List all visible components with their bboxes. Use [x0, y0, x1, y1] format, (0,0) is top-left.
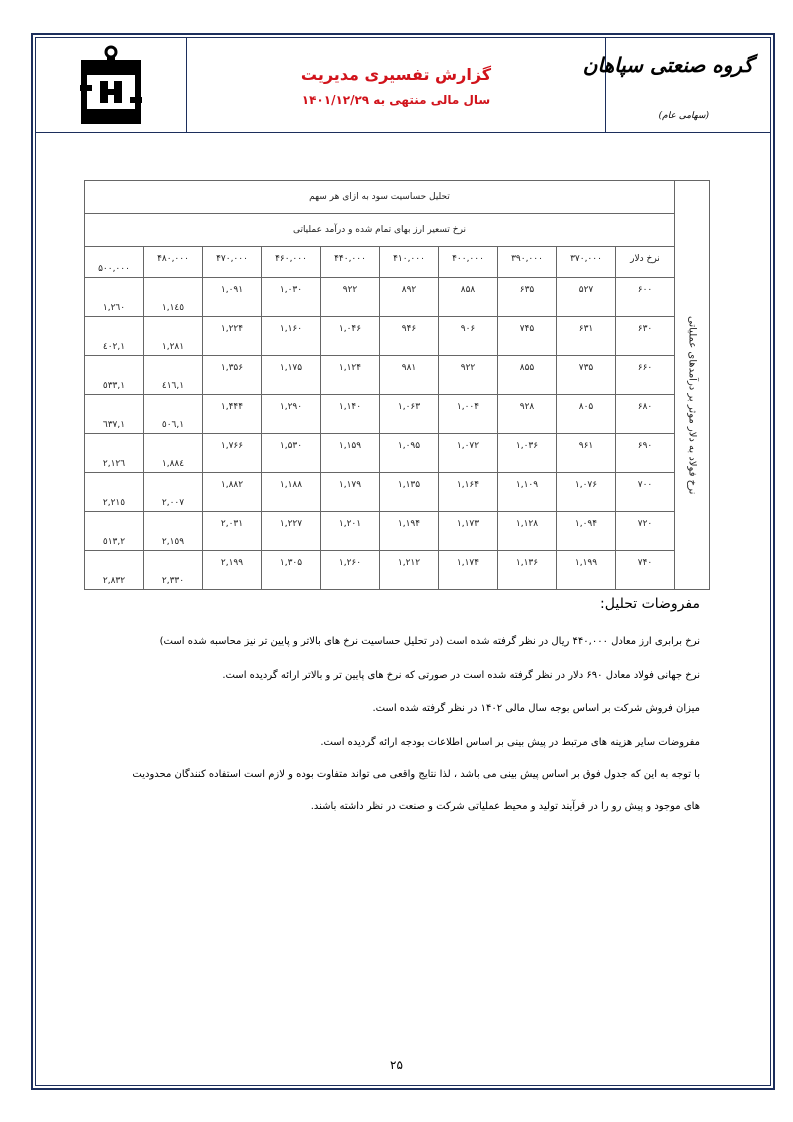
column-header-value: ۴۱۰,۰۰۰ — [393, 254, 425, 264]
table-cell — [144, 317, 203, 356]
table-cell — [321, 317, 380, 356]
column-header-row — [85, 247, 710, 278]
table-cell — [439, 317, 498, 356]
table-cell — [321, 278, 380, 317]
steel-rate-value: ۶۶۰ — [637, 363, 653, 373]
note-item: نرخ برابری ارز معادل ۴۴۰,۰۰۰ ریال در نظر گرفته شده است (در تحلیل حساسیت نرخ های بالاتر و پایین تر نیز محاسبه شده است) — [159, 636, 700, 647]
eps-value: ۱,۱۵۹ — [338, 441, 362, 451]
eps-value: ۷۴۵ — [519, 324, 535, 334]
table-cell — [498, 512, 557, 551]
column-header-cell — [321, 247, 380, 278]
table-cell — [439, 551, 498, 590]
table-cell — [321, 551, 380, 590]
eps-value: ۱,۲۸۱ — [161, 342, 185, 352]
table-cell — [203, 395, 262, 434]
steel-rate-cell — [616, 278, 675, 317]
table-cell — [439, 395, 498, 434]
table-cell — [262, 317, 321, 356]
eps-value: ۱,٥۳۳ — [102, 381, 126, 391]
table-cell — [557, 473, 616, 512]
eps-value: ۱,۱۳۵ — [397, 480, 421, 490]
table-row — [85, 278, 710, 317]
table-cell — [380, 512, 439, 551]
table-cell — [380, 473, 439, 512]
table-subcaption: نرخ تسعیر ارز بهای تمام شده و درآمد عملیاتی — [85, 214, 675, 247]
column-header-cell — [380, 247, 439, 278]
table-cell — [439, 278, 498, 317]
notes-heading: مفروضات تحلیل: — [600, 596, 700, 612]
table-cell — [203, 551, 262, 590]
eps-value: ۲,۱۹۹ — [220, 558, 244, 568]
table-cell — [321, 512, 380, 551]
table-cell — [439, 434, 498, 473]
table-cell — [85, 434, 144, 473]
table-cell — [85, 317, 144, 356]
table-cell — [557, 551, 616, 590]
table-row — [85, 473, 710, 512]
table-cell — [380, 395, 439, 434]
eps-value: ۱,۰۳۰ — [279, 285, 303, 295]
eps-value: ۱,۳۰۵ — [279, 558, 303, 568]
column-header-cell — [262, 247, 321, 278]
steel-rate-side-label: نرخ فولاد به دلار موثر بر درآمدهای عملیاتی — [686, 315, 698, 495]
table-cell — [85, 395, 144, 434]
column-header-value: ۴۷۰,۰۰۰ — [216, 254, 248, 264]
column-header-cell — [498, 247, 557, 278]
table-cell — [262, 395, 321, 434]
table-cell — [144, 278, 203, 317]
table-cell — [498, 473, 557, 512]
table-cell — [262, 551, 321, 590]
steel-rate-cell — [616, 512, 675, 551]
note-item: با توجه به این که جدول فوق بر اساس پیش بینی می باشد ، لذا نتایج واقعی می تواند متفاوت بوده و لازم است استفاده کنندگان محدودیت — [132, 769, 700, 780]
eps-value: ۲,۱٥۹ — [161, 537, 185, 547]
steel-rate-value: ۷۰۰ — [637, 480, 653, 490]
table-caption: تحلیل حساسیت سود به ازای هر سهم — [85, 181, 675, 214]
eps-value: ۱,۱۲۴ — [338, 363, 362, 373]
eps-value: ۱,۰۷۲ — [456, 441, 480, 451]
eps-value: ۱,۱۰۹ — [515, 480, 539, 490]
table-cell — [439, 512, 498, 551]
eps-value: ۱,۷۶۶ — [220, 441, 244, 451]
column-header-value: ۴۰۰,۰۰۰ — [452, 254, 484, 264]
eps-value: ۸۵۸ — [460, 285, 476, 295]
table-cell — [557, 512, 616, 551]
page-header — [35, 37, 771, 133]
table-cell — [144, 395, 203, 434]
eps-value: ۱,۱٤٥ — [161, 303, 185, 313]
eps-value: ۱,۸۸٤ — [161, 459, 185, 469]
report-title: گزارش تفسیری مدیریت — [300, 65, 492, 84]
eps-value: ۱,۰۰۴ — [456, 402, 480, 412]
eps-value: ۱,۰۹۱ — [220, 285, 244, 295]
table-cell — [144, 512, 203, 551]
eps-value: ۹۶۱ — [578, 441, 594, 451]
table-cell — [203, 473, 262, 512]
table-cell — [85, 473, 144, 512]
table-cell — [144, 356, 203, 395]
eps-value: ۹۲۲ — [460, 363, 476, 373]
table-cell — [203, 512, 262, 551]
eps-value: ۲,۰۳۱ — [220, 519, 244, 529]
page-number: ۲۵ — [390, 1058, 403, 1072]
logo-cell — [35, 37, 187, 132]
eps-value: ۱,۱۹۹ — [574, 558, 598, 568]
table-cell — [262, 512, 321, 551]
column-header-value: ۴۶۰,۰۰۰ — [275, 254, 307, 264]
table-cell — [262, 278, 321, 317]
table-cell — [144, 551, 203, 590]
table-cell — [498, 278, 557, 317]
eps-value: ۱,۰۹۴ — [574, 519, 598, 529]
table-cell — [144, 434, 203, 473]
eps-value: ۱,۲۱۲ — [397, 558, 421, 568]
table-cell — [321, 473, 380, 512]
eps-value: ۱,۱۲۸ — [515, 519, 539, 529]
eps-value: ۱,٥۰٦ — [161, 420, 185, 430]
steel-rate-value: ۶۳۰ — [637, 324, 653, 334]
eps-value: ۱,۲۹۰ — [279, 402, 303, 412]
table-cell — [321, 434, 380, 473]
table-cell — [321, 356, 380, 395]
company-cell — [582, 37, 771, 132]
column-header-value: ۳۷۰,۰۰۰ — [570, 254, 602, 264]
steel-rate-cell — [616, 356, 675, 395]
eps-value: ۲,۰۰۷ — [161, 498, 185, 508]
eps-value: ۶۳۱ — [578, 324, 594, 334]
company-name: گروه صنعتی سپاهان — [582, 53, 753, 77]
eps-value: ۱,٦۳۷ — [102, 420, 126, 430]
note-item: مفروضات سایر هزینه های مرتبط در پیش بینی بر اساس اطلاعات بودجه ارائه گردیده است. — [320, 737, 700, 748]
table-cell — [498, 395, 557, 434]
table-cell — [557, 356, 616, 395]
steel-rate-cell — [616, 317, 675, 356]
eps-value: ۱,۱۷۳ — [456, 519, 480, 529]
corner-label: نرخ دلار — [630, 254, 660, 264]
table-row — [85, 434, 710, 473]
table-cell — [262, 473, 321, 512]
table-cell — [321, 395, 380, 434]
eps-value: ۱,۲۲۷ — [279, 519, 303, 529]
steel-rate-cell — [616, 473, 675, 512]
eps-value: ۱,۰۷۶ — [574, 480, 598, 490]
eps-value: ۱,۲٦۰ — [102, 303, 126, 313]
eps-value: ۱,۱۶۰ — [279, 324, 303, 334]
steel-rate-value: ۶۹۰ — [637, 441, 653, 451]
table-cell — [203, 278, 262, 317]
table-cell — [380, 278, 439, 317]
table-cell — [203, 356, 262, 395]
table-cell — [203, 317, 262, 356]
eps-value: ۹۴۶ — [401, 324, 417, 334]
table-cell — [262, 356, 321, 395]
eps-value: ۱,۱۷۹ — [338, 480, 362, 490]
table-cell — [498, 434, 557, 473]
eps-value: ۱,۱۸۸ — [279, 480, 303, 490]
table-row — [85, 317, 710, 356]
eps-value: ۹۲۲ — [342, 285, 358, 295]
eps-value: ۲,۳۳۰ — [161, 576, 185, 586]
eps-value: ۵۲۷ — [578, 285, 594, 295]
eps-value: ۱,۰۳۶ — [515, 441, 539, 451]
eps-value: ۸۰۵ — [578, 402, 594, 412]
note-item: میزان فروش شرکت بر اساس بوجه سال مالی ۱۴۰۲ در نظر گرفته شده است. — [372, 703, 700, 714]
eps-value: ۲,۱۲٦ — [102, 459, 126, 469]
column-header-value: ۴۴۰,۰۰۰ — [334, 254, 366, 264]
eps-value: ۱,۲۰۱ — [338, 519, 362, 529]
eps-value: ۱,۱۶۴ — [456, 480, 480, 490]
table-row — [85, 551, 710, 590]
table-cell — [85, 356, 144, 395]
steel-rate-cell — [616, 551, 675, 590]
steel-rate-value: ۶۰۰ — [637, 285, 653, 295]
column-header-value: ۴۸۰,۰۰۰ — [157, 254, 189, 264]
eps-value: ۲,۸۳۲ — [102, 576, 126, 586]
eps-value: ۲,۲۱٥ — [102, 498, 126, 508]
eps-value: ۲,٥۱۳ — [102, 537, 126, 547]
eps-value: ۱,۱۴۰ — [338, 402, 362, 412]
eps-value: ۱,۱۷۵ — [279, 363, 303, 373]
table-cell — [262, 434, 321, 473]
table-cell — [380, 551, 439, 590]
company-type: (سهامی عام) — [658, 111, 709, 121]
eps-value: ۱,۰۴۶ — [338, 324, 362, 334]
eps-value: ۱,۰۹۵ — [397, 441, 421, 451]
table-row — [85, 512, 710, 551]
table-cell — [203, 434, 262, 473]
report-subtitle: سال مالی منتهی به ۱۴۰۱/۱۲/۲۹ — [301, 93, 491, 107]
eps-value: ۱,۰۶۳ — [397, 402, 421, 412]
eps-value: ۱,۲۲۴ — [220, 324, 244, 334]
eps-value: ۱,۱۹۴ — [397, 519, 421, 529]
eps-value: ۹۲۸ — [519, 402, 535, 412]
eps-value: ۱,۳۵۶ — [220, 363, 244, 373]
table-cell — [144, 473, 203, 512]
steel-rate-value: ۷۴۰ — [637, 558, 653, 568]
column-header-value: ۳۹۰,۰۰۰ — [511, 254, 543, 264]
table-cell — [85, 278, 144, 317]
table-cell — [557, 395, 616, 434]
table-cell — [498, 551, 557, 590]
table-cell — [439, 356, 498, 395]
company-logo-icon — [80, 45, 142, 125]
table-cell — [498, 317, 557, 356]
eps-value: ۸۵۵ — [519, 363, 535, 373]
column-header-cell — [144, 247, 203, 278]
table-cell — [498, 356, 557, 395]
table-cell — [380, 317, 439, 356]
steel-rate-value: ۶۸۰ — [637, 402, 653, 412]
note-item: نرخ جهانی فولاد معادل ۶۹۰ دلار در نظر گرفته شده است در صورتی که نرخ های پایین تر و بالاتر ارائه گردیده است. — [222, 670, 700, 681]
corner-label-cell — [616, 247, 675, 278]
eps-value: ۱,۵۳۰ — [279, 441, 303, 451]
table-cell — [557, 434, 616, 473]
table-cell — [439, 473, 498, 512]
note-item: های موجود و پیش رو را در فرآیند تولید و محیط عملیاتی شرکت و صنعت در نظر داشته باشند. — [310, 801, 700, 812]
eps-value: ۱,۲۶۰ — [338, 558, 362, 568]
steel-rate-cell — [616, 434, 675, 473]
table-cell — [85, 512, 144, 551]
steel-rate-cell — [616, 395, 675, 434]
eps-value: ۹۸۱ — [401, 363, 417, 373]
table-row — [85, 356, 710, 395]
eps-value: ۱,٤۰۲ — [102, 342, 126, 352]
eps-value: ۱,۴۴۴ — [220, 402, 244, 412]
eps-value: ۱,۸۸۲ — [220, 480, 244, 490]
column-header-value: ۵۰۰,۰۰۰ — [98, 264, 130, 274]
table-row — [85, 395, 710, 434]
steel-rate-value: ۷۲۰ — [637, 519, 653, 529]
eps-value: ۱,٤۱٦ — [161, 381, 185, 391]
column-header-cell — [439, 247, 498, 278]
table-cell — [557, 317, 616, 356]
eps-value: ۷۳۵ — [578, 363, 594, 373]
table-cell — [85, 551, 144, 590]
steel-rate-side-label-cell — [675, 181, 710, 590]
sensitivity-table — [84, 180, 710, 590]
table-cell — [380, 356, 439, 395]
eps-value: ۸۹۲ — [401, 285, 417, 295]
table-cell — [380, 434, 439, 473]
table-cell — [557, 278, 616, 317]
column-header-cell — [203, 247, 262, 278]
eps-value: ۱,۱۷۴ — [456, 558, 480, 568]
eps-value: ۹۰۶ — [460, 324, 476, 334]
eps-value: ۱,۱۳۶ — [515, 558, 539, 568]
eps-value: ۶۳۵ — [519, 285, 535, 295]
column-header-cell — [85, 247, 144, 278]
column-header-cell — [557, 247, 616, 278]
